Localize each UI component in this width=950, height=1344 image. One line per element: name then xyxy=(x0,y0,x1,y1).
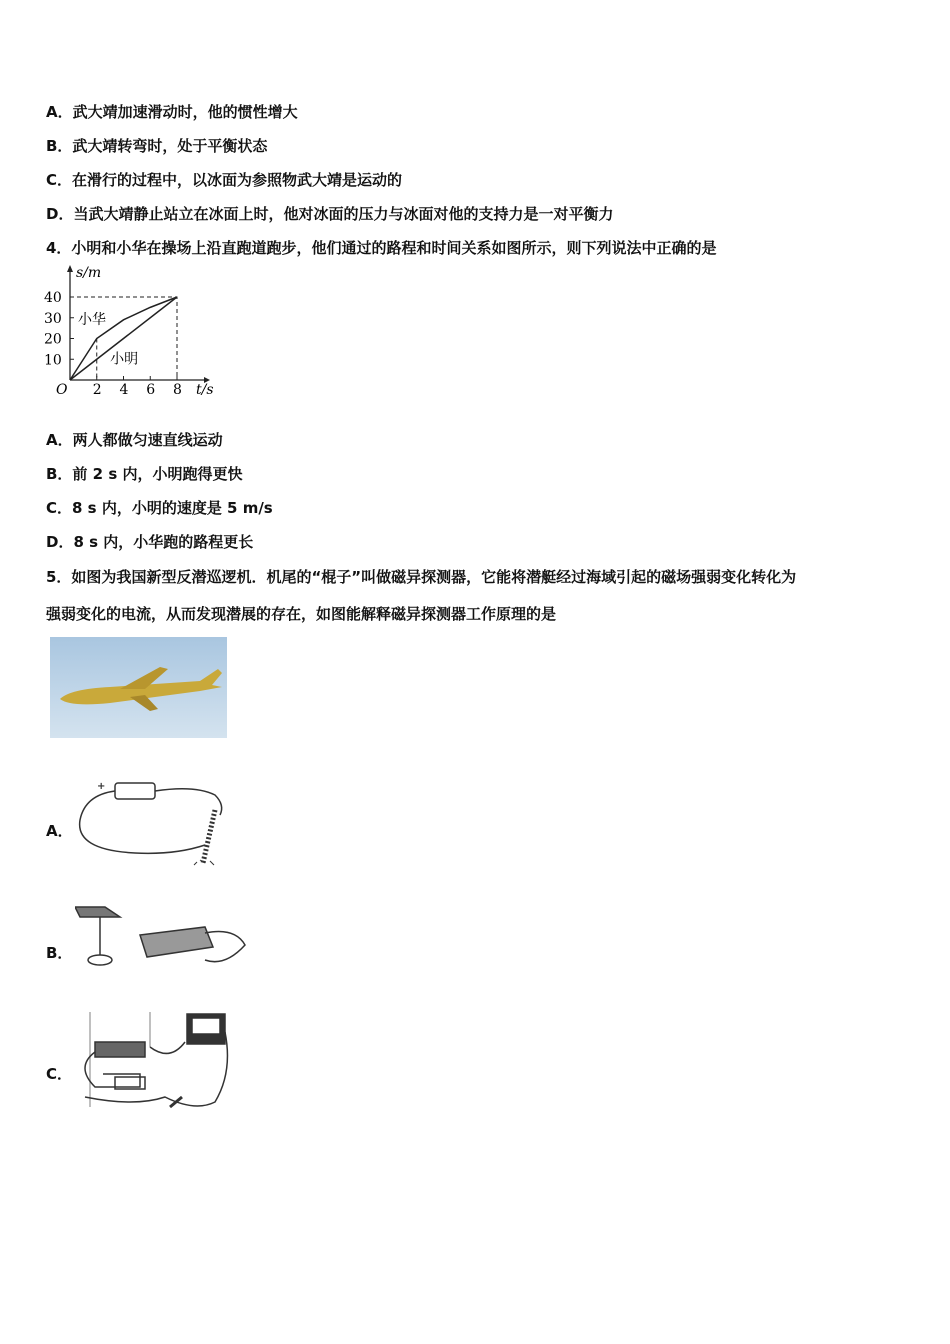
patrol-aircraft-photo xyxy=(50,637,227,738)
x-tick-label: 4 xyxy=(119,382,129,398)
series-label-xiaoming: 小明 xyxy=(110,351,139,368)
q3-option-c: C．在滑行的过程中，以冰面为参照物武大靖是运动的 xyxy=(46,171,403,189)
s-t-graph xyxy=(40,262,230,398)
q3-option-b: B．武大靖转弯时，处于平衡状态 xyxy=(46,137,268,155)
q3-option-a: A．武大靖加速滑动时，他的惯性增大 xyxy=(46,103,298,121)
x-axis-label: t/s xyxy=(196,382,214,398)
x-tick-label: 8 xyxy=(173,382,182,398)
q5-option-b-label: B． xyxy=(46,944,73,962)
q4-option-a: A．两人都做匀速直线运动 xyxy=(46,431,223,449)
origin-label: O xyxy=(56,382,68,398)
y-tick-label: 10 xyxy=(44,352,62,369)
y-axis-arrow xyxy=(67,265,73,272)
q4-option-b: B．前 2 s 内，小明跑得更快 xyxy=(46,465,243,483)
series-label-xiaohua: 小华 xyxy=(78,311,106,328)
svg-text:+: + xyxy=(97,781,106,792)
generator-galvanometer-diagram xyxy=(75,1012,230,1117)
x-tick-label: 2 xyxy=(92,382,102,398)
q5-option-c-label: C． xyxy=(46,1065,73,1083)
series-xiaoming xyxy=(70,297,177,380)
x-tick-label: 6 xyxy=(146,382,156,398)
y-axis-label: s/m xyxy=(76,265,102,281)
electromagnet-diagram xyxy=(75,775,245,870)
compass-magnet-diagram xyxy=(75,905,250,980)
q5-option-a-label: A． xyxy=(46,822,73,840)
y-tick-label: 40 xyxy=(44,290,62,306)
y-tick-label: 20 xyxy=(44,331,62,348)
q4-stem: 4．小明和小华在操场上沿直跑道跑步，他们通过的路程和时间关系如图所示，则下列说法中正确的是 xyxy=(46,239,717,257)
y-tick-label: 30 xyxy=(44,310,62,327)
q5-stem-line1: 5．如图为我国新型反潜巡逻机．机尾的“棍子”叫做磁异探测器，它能将潜艇经过海域引起的磁场强弱变化转化为 xyxy=(46,568,797,586)
q4-option-c: C．8 s 内，小明的速度是 5 m/s xyxy=(46,499,273,517)
q3-option-d: D．当武大靖静止站立在冰面上时，他对冰面的压力与冰面对他的支持力是一对平衡力 xyxy=(46,205,614,223)
q4-option-d: D．8 s 内，小华跑的路程更长 xyxy=(46,533,254,551)
q5-stem-line2: 强弱变化的电流，从而发现潜展的存在，如图能解释磁异探测器工作原理的是 xyxy=(46,605,557,623)
